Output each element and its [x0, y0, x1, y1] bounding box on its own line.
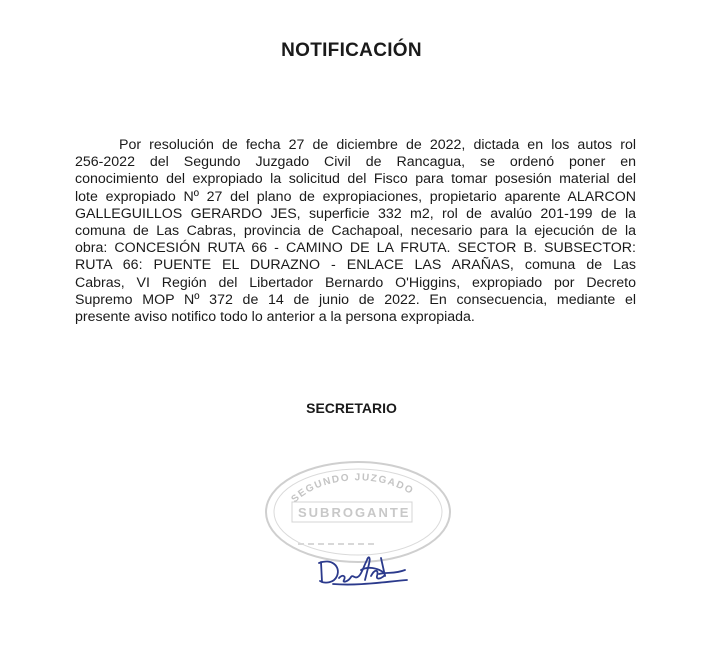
body-line: obra: CONCESIÓN RUTA 66 - CAMINO DE LA FRUTA. SECTOR B. SUBSECTOR: [75, 240, 636, 257]
body-line: comuna de Las Cabras, provincia de Cachapoal, necesario para la ejecución de la [75, 223, 636, 240]
body-line: GALLEGUILLOS GERARDO JES, superficie 332 m2, rol de avalúo 201-199 de la [75, 205, 636, 222]
body-line: Supremo MOP Nº 372 de 14 de junio de 2022. En consecuencia, mediante el [75, 291, 636, 308]
body-line: Cabras, VI Región del Libertador Bernardo O'Higgins, expropiado por Decreto [75, 274, 636, 291]
body-line: presente aviso notifico todo lo anterior a la persona expropiada. [75, 309, 475, 326]
stamp-mid-text: SUBROGANTE [298, 505, 411, 520]
body-line: lote expropiado Nº 27 del plano de expropiaciones, propietario aparente ALARCON [75, 188, 636, 205]
signatory-title: SECRETARIO [306, 400, 397, 416]
handwritten-signature [313, 546, 413, 590]
stamp-arc-text: SEGUNDO JUZGADO [289, 472, 416, 506]
document-title: NOTIFICACIÓN [281, 40, 422, 61]
body-line: RUTA 66: PUENTE EL DURAZNO - ENLACE LAS ARAÑAS, comuna de Las [75, 257, 636, 274]
body-line: conocimiento del expropiado la solicitud del Fisco para tomar posesión material del [75, 171, 636, 188]
body-line: Por resolución de fecha 27 de diciembre de 2022, dictada en los autos rol [119, 137, 636, 153]
notification-body [75, 137, 636, 326]
body-line: 256-2022 del Segundo Juzgado Civil de Rancagua, se ordenó poner en [75, 154, 636, 171]
body-paragraph [75, 137, 636, 326]
